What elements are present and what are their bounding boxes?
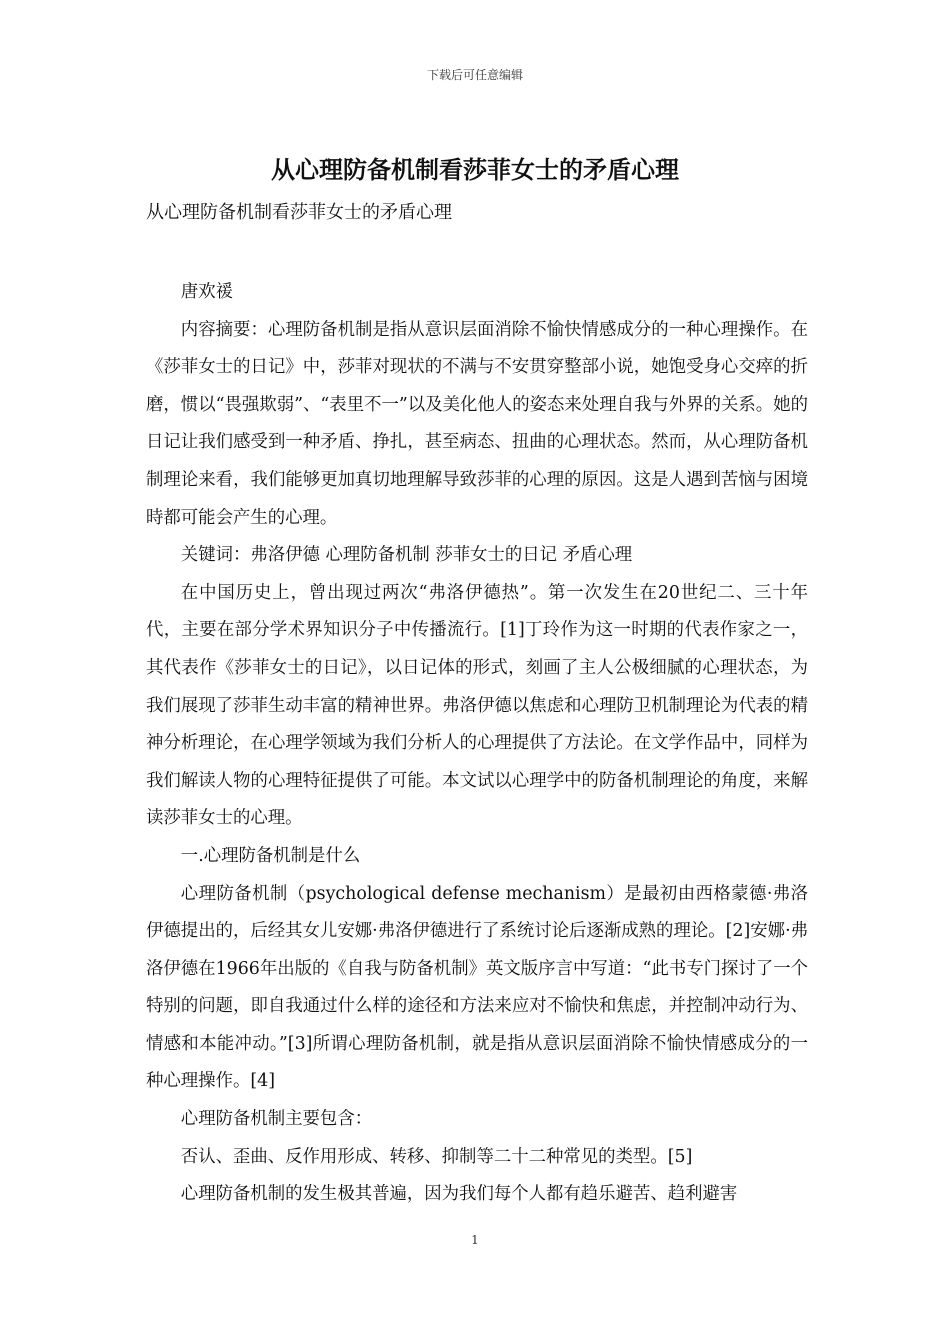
section-heading: 一.心理防备机制是什么 <box>180 845 361 866</box>
page-number: 1 <box>471 1233 479 1247</box>
body-paragraph: 心理防备机制主要包含： <box>180 1109 373 1130</box>
document-subtitle: 从心理防备机制看莎菲女士的矛盾心理 <box>146 202 452 223</box>
abstract-paragraph: 内容摘要：心理防备机制是指从意识层面消除不愉快情感成分的一种心理操作。在《莎菲女士的日记》中，莎菲对现状的不满与不安贯穿整部小说，她饱受身心交瘁的折磨，惯以“畏强欺弱”、“表里不一”以及美化他人的姿态来处理自我与外界的关系。她的日记让我们感受到一种矛盾、挣扎，甚至病态、扭曲的心理状态。然而，从心理防备机制理论来看，我们能够更加真切地理解导致莎菲的心理的原因。这是人遇到苦恼与困境時都可能会产生的心理。 <box>146 319 808 528</box>
document-title: 从心理防备机制看莎菲女士的矛盾心理 <box>271 155 679 184</box>
document-body <box>146 274 808 1214</box>
body-paragraph: 心理防备机制的发生极其普遍，因为我们每个人都有趋乐避苦、趋利避害 <box>180 1184 738 1205</box>
body-paragraph: 在中国历史上，曾出现过两次“弗洛伊德热”。第一次发生在20世纪二、三十年代，主要在部分学术界知识分子中传播流行。[1]丁玲作为这一时期的代表作家之一，其代表作《莎菲女士的日记》，以日记体的形式，刻画了主人公极细腻的心理状态，为我们展现了莎菲生动丰富的精神世界。弗洛伊德以焦虑和心理防卫机制理论为代表的精神分析理论，在心理学领域为我们分析人的心理提供了方法论。在文学作品中，同样为我们解读人物的心理特征提供了可能。本文试以心理学中的防备机制理论的角度，来解读莎菲女士的心理。 <box>146 582 808 829</box>
header-note: 下载后可任意编辑 <box>426 68 523 82</box>
body-paragraph: 心理防备机制（psychological defense mechanism）是最初由西格蒙德·弗洛伊德提出的，后经其女儿安娜·弗洛伊德进行了系统讨论后逐渐成熟的理论。[2]安娜·弗洛伊德在1966年出版的《自我与防备机制》英文版序言中写道：“此书专门探讨了一个特别的问题，即自我通过什么样的途径和方法来应对不愉快和焦虑，并控制冲动行为、情感和本能冲动。”[3]所谓心理防备机制，就是指从意识层面消除不愉快情感成分的一种心理操作。[4] <box>146 883 808 1092</box>
author-line: 唐欢禐 <box>180 282 233 302</box>
body-paragraph: 否认、歪曲、反作用形成、转移、抑制等二十二种常见的类型。[5] <box>180 1146 693 1167</box>
keywords-line: 关键词：弗洛伊德 心理防备机制 莎菲女士的日记 矛盾心理 <box>180 545 633 566</box>
